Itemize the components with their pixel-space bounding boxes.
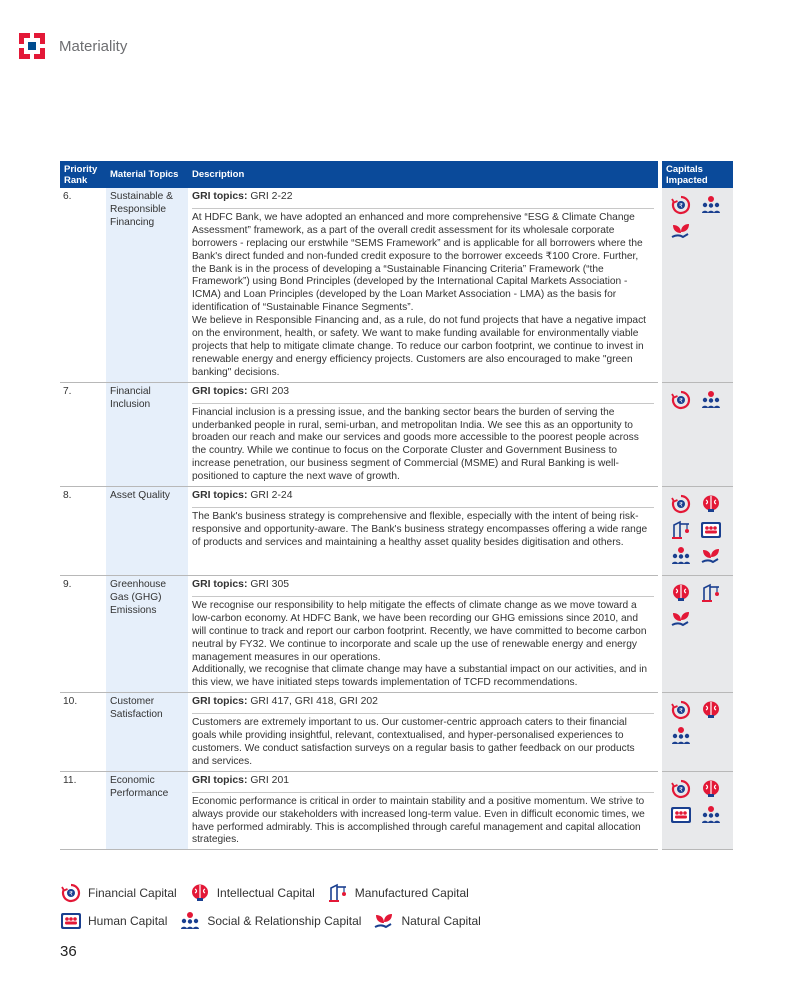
- intellectual-capital-icon: [696, 493, 726, 515]
- intellectual-capital-icon: [666, 582, 696, 604]
- priority-rank: 8.: [60, 487, 106, 576]
- capitals-impacted: [662, 382, 733, 486]
- legend-label: Intellectual Capital: [216, 886, 315, 900]
- social-relationship-capital-icon: [696, 389, 726, 411]
- social-relationship-capital-icon: [666, 725, 696, 747]
- gri-topics: [192, 487, 654, 508]
- legend-item-human-capital: [60, 911, 167, 931]
- gri-topics: [192, 772, 654, 793]
- capitals-impacted: [662, 487, 733, 576]
- table-row: [60, 771, 733, 850]
- natural-capital-icon: [696, 545, 726, 567]
- capitals-impacted: [662, 771, 733, 850]
- description-text: We recognise our responsibility to help mitigate the effects of climate change as we move toward a low-carbon economy. At HDFC Bank, we have been recording our GHG emissions since 2010, and will continue to track and report our carbon footprint. Recently, we have committed to become carbon neutral by FY32. We continue to incorporate and scale up the use of renewable energy and energy management measures in our operations. Additionally, we recognise that climate change may have a substantial impact on our activities, and in this view, we have initiated steps towards implementation of TCFD recommendations.: [192, 599, 648, 689]
- legend-label: Financial Capital: [88, 886, 177, 900]
- topic-description-cell: [188, 188, 658, 382]
- gri-label: GRI topics:: [192, 579, 248, 591]
- table-header-row: [60, 161, 733, 188]
- social-relationship-capital-icon: [666, 545, 696, 567]
- legend-label: Human Capital: [88, 914, 168, 928]
- intellectual-capital-icon: [696, 778, 726, 800]
- material-topic: Sustainable & Responsible Financing: [106, 188, 188, 382]
- legend-item-financial-capital: [60, 883, 177, 903]
- topic-description-cell: [188, 576, 658, 693]
- manufactured-capital-icon: [327, 883, 355, 903]
- svg-text:₹: ₹: [679, 786, 683, 794]
- capitals-impacted: [662, 188, 733, 382]
- page-header: [19, 33, 127, 59]
- social-relationship-capital-icon: [696, 194, 726, 216]
- gri-topics: [192, 188, 654, 209]
- intellectual-capital-icon: [189, 883, 217, 903]
- materiality-table: [60, 161, 733, 850]
- priority-rank: 7.: [60, 382, 106, 486]
- legend-item-natural-capital: [373, 911, 480, 931]
- legend-label: Manufactured Capital: [354, 886, 469, 900]
- legend-row: [60, 910, 493, 932]
- manufactured-capital-icon: [696, 582, 726, 604]
- svg-text:₹: ₹: [69, 890, 73, 898]
- natural-capital-icon: [666, 608, 696, 630]
- gri-value: GRI 203: [250, 385, 290, 397]
- natural-capital-icon: [373, 911, 401, 931]
- financial-capital-icon: [666, 699, 696, 721]
- table-row: [60, 693, 733, 772]
- material-topic: Economic Performance: [106, 771, 188, 850]
- topic-description-cell: [188, 382, 658, 486]
- page-number: 36: [60, 943, 77, 960]
- table-row: [60, 188, 733, 382]
- gri-value: GRI 2-22: [250, 191, 293, 202]
- description-text: Financial inclusion is a pressing issue, and the banking sector bears the burden of serving the underbanked people in rural, semi-urban, and metropolitan India. We see this as an opportunity to broaden our reach and make our services and goods more accessible to the poorest people across the country. While we continue to focus on the Corporate Cluster and Government Business to increase penetration, our business segment of Commercial (MSME) and Rural Banking is well-positioned to capture the next wave of growth.: [192, 406, 639, 483]
- legend-row: [60, 882, 493, 904]
- gri-label: GRI topics:: [192, 385, 248, 397]
- description-text: Customers are extremely important to us. Our customer-centric approach caters to their financial goals while providing insightful, relevant, contextualised, and hyper-personalised experiences to customers. We conduct satisfaction surveys on a regular basis to gather feedback on our products and services.: [192, 717, 635, 767]
- header-rank: Priority Rank: [60, 161, 106, 188]
- gri-value: GRI 2-24: [250, 490, 293, 502]
- gri-value: GRI 417, GRI 418, GRI 202: [250, 696, 378, 708]
- priority-rank: 6.: [60, 188, 106, 382]
- priority-rank: 10.: [60, 693, 106, 772]
- human-capital-icon: [666, 804, 696, 826]
- legend-item-intellectual-capital: [189, 883, 315, 903]
- gri-label: GRI topics:: [192, 696, 248, 708]
- social-relationship-capital-icon: [179, 911, 207, 931]
- header-topic: Material Topics: [106, 161, 188, 188]
- gri-label: GRI topics:: [192, 490, 248, 502]
- financial-capital-icon: [60, 883, 88, 903]
- natural-capital-icon: [666, 220, 696, 242]
- svg-text:₹: ₹: [679, 707, 683, 715]
- financial-capital-icon: [666, 778, 696, 800]
- description-text: At HDFC Bank, we have adopted an enhanced and more comprehensive “ESG & Climate Change Assessment” framework, as a part of the overall credit assessment for its wholesale corporate borrowers - replacing our erstwhile “SEMS Framework” and is applicable for all borrowers where the Bank's direct funded and non-funded credit exposure to the borrower exceeds ₹100 Crore. Further, the Bank is in the process of developing a “Sustainable Financing Criteria” Framework (“the Framework”) using Bond Principles (developed by the International Capital Markets Association - ICMA) and Loan Principles (developed by the Loan Market Association - LMA) as the basis for identification of “Sustainable Finance Segments”. We believe in Responsible Financing and, as a rule, do not fund projects that have a negative impact on the environment, health, or safety. We want to make funding available for environmentally viable projects that help to mitigate climate change. To reduce our carbon footprint, we continue to invest in renewable energy and energy efficiency projects. Customers are also encouraged to make "green banking" decisions.: [192, 211, 647, 378]
- gri-topics: [192, 576, 654, 597]
- capitals-legend: [60, 882, 493, 938]
- capitals-impacted: [662, 693, 733, 772]
- gri-label: GRI topics:: [192, 191, 248, 202]
- legend-item-social-relationship-capital: [179, 911, 361, 931]
- table-row: [60, 576, 733, 693]
- manufactured-capital-icon: [666, 519, 696, 541]
- description-text: The Bank's business strategy is comprehensive and flexible, especially with the intent of being risk-responsive and opportunity-aware. The Bank's business strategy encompasses offering a wide range of products and services and maintaining a healthy asset quality besides digitisation and others.: [192, 510, 648, 548]
- gri-value: GRI 201: [250, 774, 290, 786]
- legend-label: Social & Relationship Capital: [207, 914, 362, 928]
- gri-label: GRI topics:: [192, 774, 248, 786]
- topic-description-cell: [188, 487, 658, 576]
- topic-description-cell: [188, 771, 658, 850]
- gri-topics: [192, 383, 654, 404]
- svg-text:₹: ₹: [679, 202, 683, 210]
- description-text: Economic performance is critical in order to maintain stability and a positive momentum. We strive to always provide our stakeholders with increased long-term value. Even in difficult economic times, we have performed admirably. This is accomplished through careful management and capital allocation strategies.: [192, 795, 645, 846]
- intellectual-capital-icon: [696, 699, 726, 721]
- legend-label: Natural Capital: [401, 914, 481, 928]
- material-topic: Customer Satisfaction: [106, 693, 188, 772]
- capitals-impacted: [662, 576, 733, 693]
- priority-rank: 9.: [60, 576, 106, 693]
- header-capitals: Capitals Impacted: [662, 161, 733, 188]
- financial-capital-icon: [666, 194, 696, 216]
- hdfc-logo-icon: [19, 33, 45, 59]
- human-capital-icon: [60, 911, 88, 931]
- material-topic: Financial Inclusion: [106, 382, 188, 486]
- gri-value: GRI 305: [250, 579, 290, 591]
- material-topic: Asset Quality: [106, 487, 188, 576]
- financial-capital-icon: [666, 493, 696, 515]
- topic-description-cell: [188, 693, 658, 772]
- header-description: Description: [188, 161, 658, 188]
- material-topic: Greenhouse Gas (GHG) Emissions: [106, 576, 188, 693]
- svg-text:₹: ₹: [679, 501, 683, 509]
- page-title: Materiality: [59, 37, 128, 55]
- table-row: [60, 382, 733, 486]
- gri-topics: [192, 693, 654, 714]
- social-relationship-capital-icon: [696, 804, 726, 826]
- priority-rank: 11.: [60, 771, 106, 850]
- financial-capital-icon: [666, 389, 696, 411]
- table-body: [60, 188, 733, 850]
- svg-text:₹: ₹: [679, 397, 683, 405]
- human-capital-icon: [696, 519, 726, 541]
- table-row: [60, 487, 733, 576]
- legend-item-manufactured-capital: [327, 883, 469, 903]
